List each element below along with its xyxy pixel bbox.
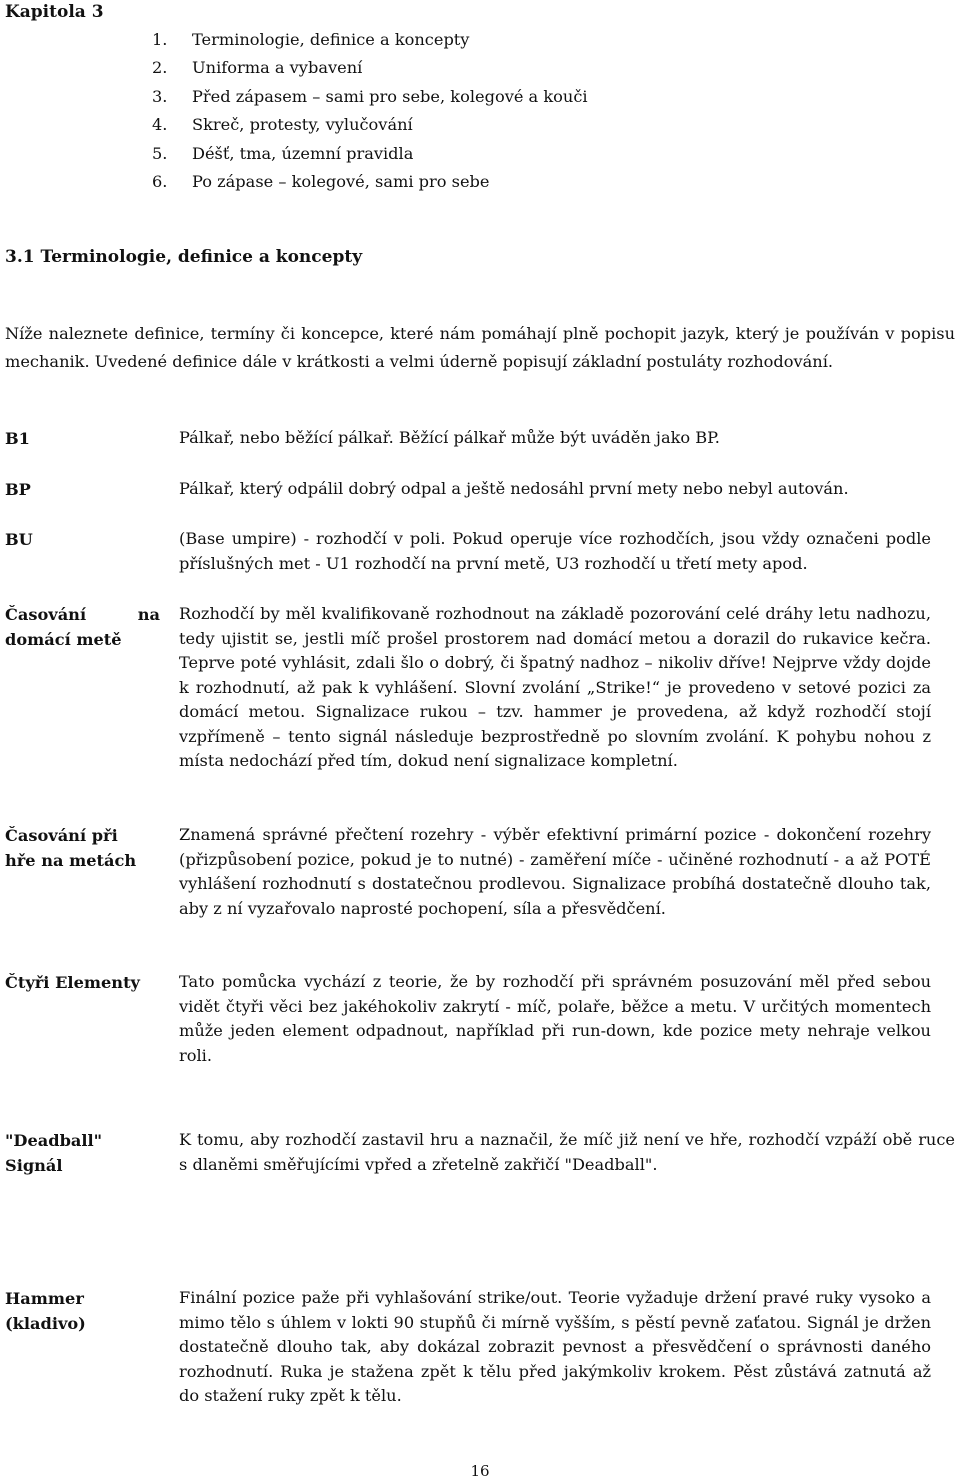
definition-text: Pálkař, který odpálil dobrý odpal a ještě nedosáhl první mety nebo nebyl autován. xyxy=(179,479,849,498)
toc-item-label: Uniforma a vybavení xyxy=(192,58,363,78)
toc-item-label: Před zápasem – sami pro sebe, kolegové a kouči xyxy=(192,86,588,106)
toc-item xyxy=(152,54,588,82)
chapter-title: Kapitola 3 xyxy=(5,2,104,22)
page-number: 16 xyxy=(470,1462,490,1480)
definition-text: Rozhodčí by měl kvalifikovaně rozhodnout na základě pozorování celé dráhy letu nadhozu, tedy ujistit se, jestli míč prošel prostorem nad domácí metou a dorazil do rukavice kečra. Teprve poté vyhlásit, zdali šlo o dobrý, či špatný nadhoz – nikoliv dříve! Nejprve vždy dojde k rozhodnutí, až pak k vyhlášení. Slovní zvolání „Strike!“ je provedeno v setové pozici za domácí metou. Signalizace rukou – tzv. hammer je provedena, až když rozhodčí stojí vzpřímeně – tento signál následuje bezprostředně po slovním zvolání. K pohybu nohou z místa nedochází před tím, dokud není signalizace kompletní. xyxy=(179,604,931,770)
toc-item-label: Déšť, tma, územní pravidla xyxy=(192,143,414,163)
definition-term: Čtyři Elementy xyxy=(5,973,140,992)
definition-term: "Deadball" Signál xyxy=(5,1131,103,1175)
definition-term: Časování na domácí metě xyxy=(5,605,160,649)
definition-text: K tomu, aby rozhodčí zastavil hru a naznačil, že míč již není ve hře, rozhodčí vzpáží obě ruce s dlaněmi směřujícími vpřed a zřetelně zakřičí "Deadball". xyxy=(179,1130,955,1174)
intro-paragraph: Níže naleznete definice, termíny či koncepce, které nám pomáhají plně pochopit jazyk, který je používán v popisu mechanik. Uvedené definice dále v krátkosti a velmi úderně popisují základní postuláty rozhodování. xyxy=(5,324,955,371)
definition-text: Znamená správné přečtení rozehry - výběr efektivní primární pozice - dokončení rozehry (přizpůsobení pozice, pokud je to nutné) - zaměření míče - učiněné rozhodnutí - a až POTÉ vyhlášení rozhodnutí s dostatečnou prodlevou. Signalizace probíhá dostatečně dlouho tak, aby z ní vyzařovalo naprosté pochopení, síla a přesvědčení. xyxy=(179,825,931,918)
toc-item xyxy=(152,111,588,139)
definition-term: B1 xyxy=(5,429,30,448)
toc-item-label: Terminologie, definice a koncepty xyxy=(192,30,470,49)
definition-text: Finální pozice paže při vyhlašování strike/out. Teorie vyžaduje držení pravé ruky vysoko a mimo tělo s úhlem v lokti 90 stupňů či mírně vyšším, s pěstí pevně zaťatou. Signál je držen dostatečně dlouho tak, aby dokázal zobrazit pevnost a přesvědčení o správnosti daného rozhodnutí. Ruka je stažena zpět k tělu před jakýmkoliv krokem. Pěst zůstává zatnutá až do stažení ruky zpět k tělu. xyxy=(179,1288,931,1405)
toc-item-number: 2. xyxy=(152,58,168,78)
definition-term: BP xyxy=(5,480,31,499)
toc-item-number: 5. xyxy=(152,143,168,163)
toc-item xyxy=(152,168,588,196)
toc-item xyxy=(152,140,588,168)
definition-term: BU xyxy=(5,530,33,549)
toc-item-label: Skreč, protesty, vylučování xyxy=(192,115,413,135)
toc-item xyxy=(152,26,588,54)
definition-term: Hammer (kladivo) xyxy=(5,1289,86,1333)
table-of-contents xyxy=(152,26,588,196)
toc-item-number: 4. xyxy=(152,115,168,135)
definition-term: Časování při hře na metách xyxy=(5,826,137,870)
definition-text: Pálkař, nebo běžící pálkař. Běžící pálkař může být uváděn jako BP. xyxy=(179,428,720,447)
definition-text: Tato pomůcka vychází z teorie, že by rozhodčí při správném posuzování měl před sebou vidět čtyři věci bez jakéhokoliv zakrytí - míč, polaře, běžce a metu. V určitých momentech může jeden element odpadnout, například při run-down, kde pozice mety nehraje velkou roli. xyxy=(179,972,931,1065)
toc-item-label: Po zápase – kolegové, sami pro sebe xyxy=(192,172,490,192)
section-heading: 3.1 Terminologie, definice a koncepty xyxy=(5,247,363,267)
toc-item-number: 3. xyxy=(152,86,168,106)
toc-item xyxy=(152,83,588,111)
toc-item-number: 6. xyxy=(152,172,168,192)
definition-text: (Base umpire) - rozhodčí v poli. Pokud operuje více rozhodčích, jsou vždy označeni podle příslušných met - U1 rozhodčí na první metě, U3 rozhodčí u třetí mety apod. xyxy=(179,529,931,573)
toc-item-number: 1. xyxy=(152,30,168,49)
